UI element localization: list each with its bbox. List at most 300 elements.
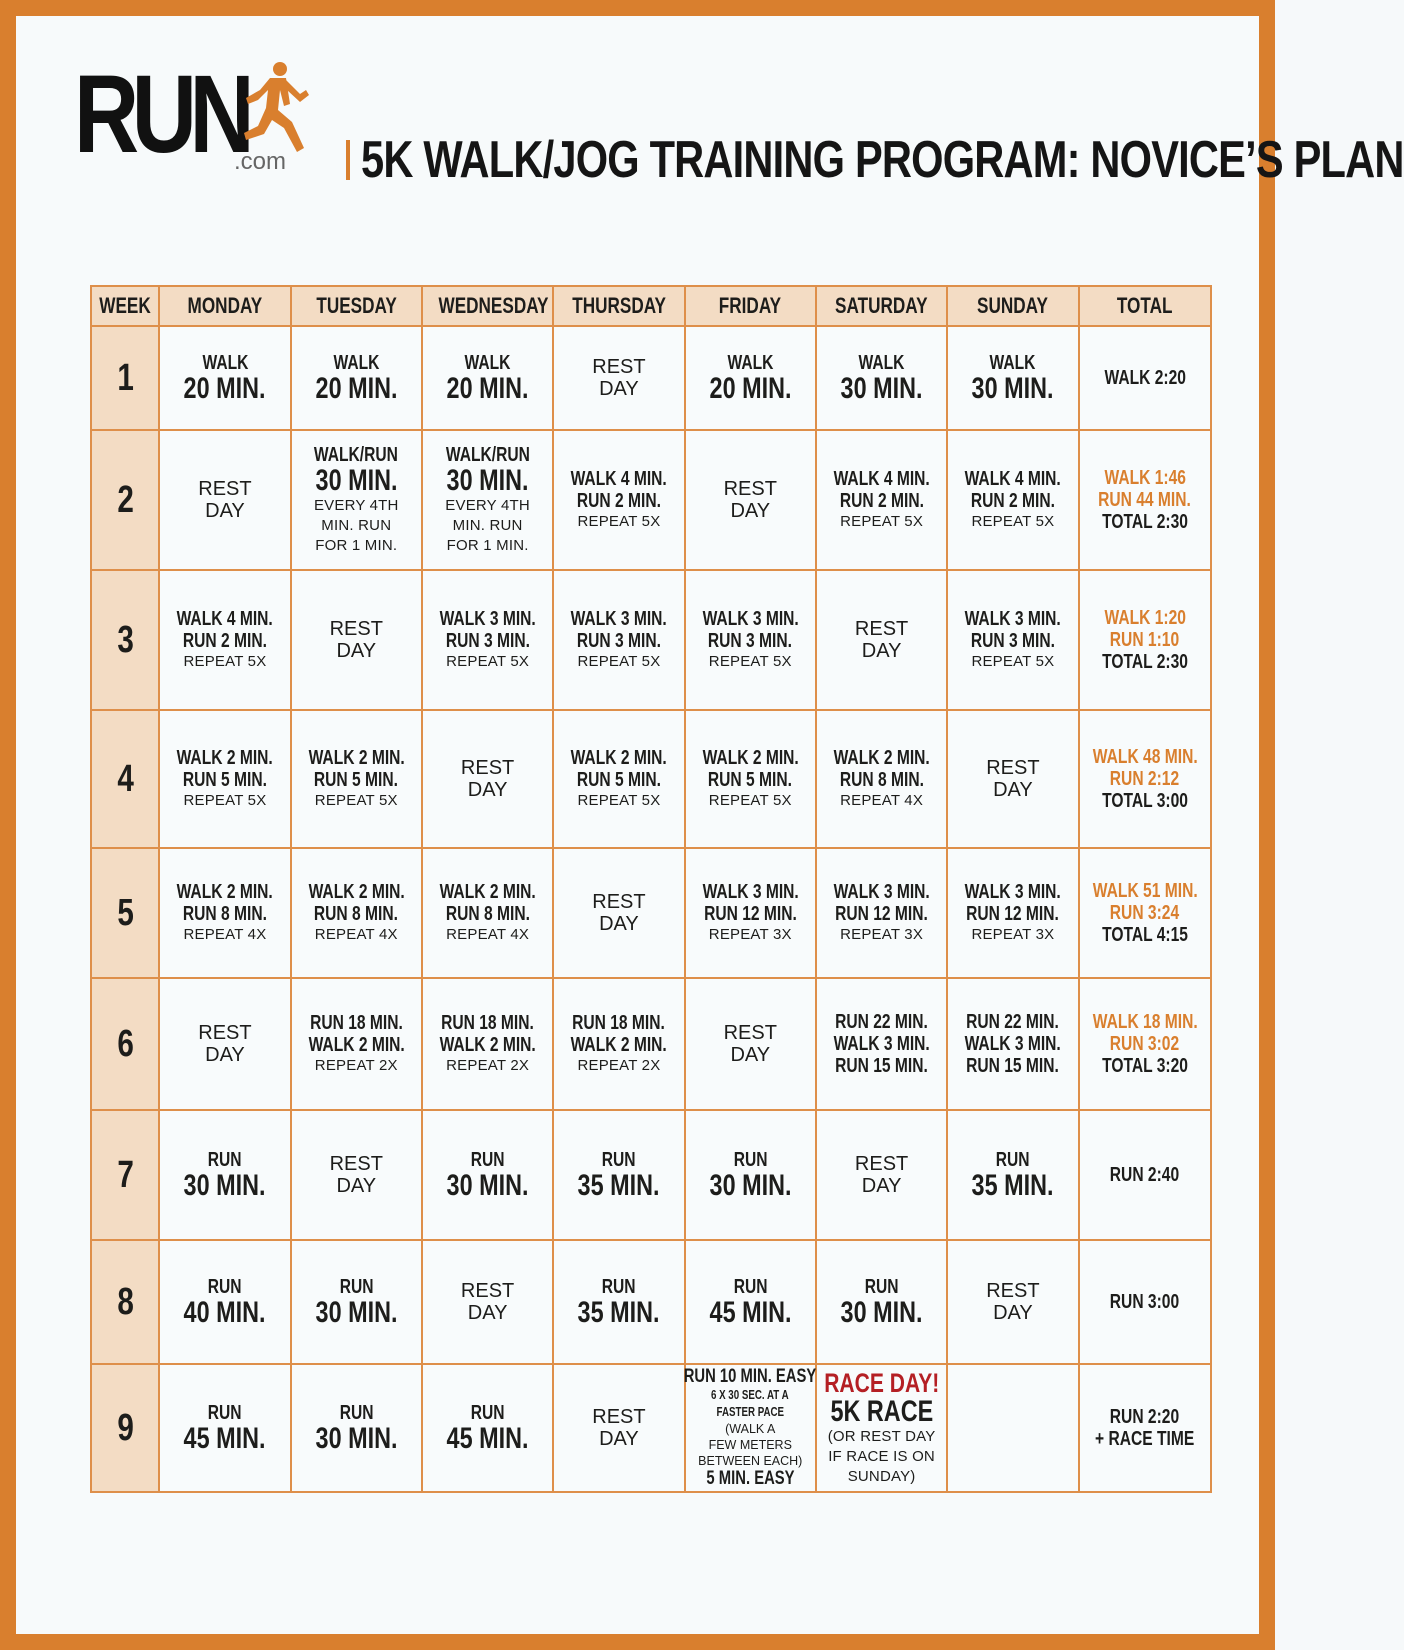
workout-line: REST bbox=[460, 757, 515, 779]
workout-line: WALK 4 MIN. bbox=[964, 468, 1062, 490]
day-cell bbox=[816, 978, 947, 1110]
day-cell bbox=[553, 978, 684, 1110]
workout-line: 45 MIN. bbox=[709, 1296, 792, 1329]
day-cell bbox=[422, 326, 553, 430]
total-cell bbox=[1079, 1240, 1211, 1364]
week-number: 8 bbox=[116, 1280, 134, 1323]
day-cell bbox=[291, 978, 422, 1110]
workout-line: REPEAT 4X bbox=[840, 792, 924, 809]
workout-line: WALK 2 MIN. bbox=[570, 1034, 668, 1056]
workout-line: RUN 18 MIN. bbox=[572, 1012, 666, 1034]
workout-line: RUN 15 MIN. bbox=[966, 1055, 1060, 1077]
workout-line: REST bbox=[723, 478, 777, 500]
day-cell bbox=[816, 326, 947, 430]
workout-line: RUN 12 MIN. bbox=[966, 903, 1060, 925]
workout-line: REST bbox=[854, 618, 909, 640]
workout-line: 20 MIN. bbox=[183, 372, 266, 405]
table-row bbox=[91, 430, 1211, 570]
day-content bbox=[423, 757, 552, 801]
page-title: 5K WALK/JOG TRAINING PROGRAM: NOVICE’S PLAN bbox=[361, 131, 1404, 189]
workout-line: RUN 12 MIN. bbox=[835, 903, 928, 925]
workout-line: RUN bbox=[470, 1402, 505, 1424]
day-cell bbox=[816, 1364, 947, 1492]
workout-line: 6 X 30 SEC. AT A bbox=[711, 1388, 790, 1402]
day-content bbox=[686, 881, 815, 945]
day-cell bbox=[553, 1364, 684, 1492]
workout-line: DAY bbox=[336, 640, 377, 662]
column-header-saturday bbox=[816, 286, 947, 326]
workout-line: MIN. RUN bbox=[452, 517, 523, 534]
workout-line: REPEAT 5X bbox=[577, 792, 661, 809]
workout-line: REST bbox=[460, 1280, 515, 1302]
week-number: 9 bbox=[116, 1406, 134, 1449]
workout-line: WALK 3 MIN. bbox=[964, 1033, 1062, 1055]
workout-line: REST bbox=[854, 1153, 909, 1175]
workout-line: WALK 4 MIN. bbox=[833, 468, 930, 490]
day-content bbox=[554, 891, 683, 935]
workout-line: RUN bbox=[864, 1276, 899, 1298]
day-content bbox=[817, 352, 946, 404]
workout-line: WALK 2 MIN. bbox=[176, 881, 274, 903]
table-row bbox=[91, 710, 1211, 848]
day-content bbox=[292, 444, 421, 556]
total-line: TOTAL 4:15 bbox=[1101, 924, 1188, 946]
day-cell bbox=[816, 848, 947, 978]
workout-line: DAY bbox=[205, 1044, 245, 1066]
day-cell bbox=[291, 1240, 422, 1364]
workout-line: WALK 2 MIN. bbox=[833, 747, 930, 769]
day-cell bbox=[685, 848, 816, 978]
workout-line: WALK bbox=[464, 352, 511, 374]
total-line: TOTAL 3:20 bbox=[1101, 1055, 1188, 1077]
day-content bbox=[160, 881, 289, 945]
week-number-cell bbox=[91, 710, 159, 848]
day-content bbox=[686, 1149, 815, 1201]
day-content bbox=[817, 1276, 946, 1328]
column-header-label: SUNDAY bbox=[977, 293, 1049, 318]
day-cell bbox=[553, 1110, 684, 1240]
week-number: 6 bbox=[116, 1022, 134, 1065]
total-line: RUN 3:00 bbox=[1110, 1291, 1180, 1313]
workout-line: EVERY 4TH bbox=[313, 497, 399, 514]
day-content bbox=[817, 618, 946, 662]
workout-line: WALK 3 MIN. bbox=[570, 608, 668, 630]
column-header-total bbox=[1079, 286, 1211, 326]
day-cell bbox=[816, 1240, 947, 1364]
column-header-label: WEDNESDAY bbox=[438, 293, 549, 318]
day-content bbox=[948, 352, 1077, 404]
workout-line: REPEAT 5X bbox=[577, 513, 661, 530]
total-content bbox=[1080, 746, 1210, 812]
day-cell bbox=[685, 1240, 816, 1364]
column-header-friday bbox=[685, 286, 816, 326]
workout-line: RUN 3 MIN. bbox=[576, 630, 661, 652]
total-cell bbox=[1079, 1364, 1211, 1492]
workout-line: DAY bbox=[599, 1428, 639, 1450]
workout-line: 30 MIN. bbox=[315, 1296, 398, 1329]
workout-line: DAY bbox=[205, 500, 245, 522]
column-header-thursday bbox=[553, 286, 684, 326]
workout-line: DAY bbox=[599, 378, 639, 400]
workout-line: REPEAT 3X bbox=[971, 926, 1055, 943]
column-header-label: FRIDAY bbox=[719, 293, 782, 318]
day-cell bbox=[422, 710, 553, 848]
workout-line: RUN bbox=[208, 1149, 242, 1171]
column-header-monday bbox=[159, 286, 290, 326]
day-content bbox=[948, 608, 1077, 672]
workout-line: FEW METERS bbox=[708, 1438, 792, 1452]
day-content bbox=[292, 1276, 421, 1328]
workout-line: REST bbox=[986, 757, 1040, 779]
workout-line: BETWEEN EACH) bbox=[698, 1454, 803, 1468]
workout-line: FOR 1 MIN. bbox=[446, 537, 529, 554]
workout-line: 30 MIN. bbox=[183, 1169, 266, 1202]
column-header-week bbox=[91, 286, 159, 326]
workout-line: 40 MIN. bbox=[183, 1296, 266, 1329]
week-number-cell bbox=[91, 326, 159, 430]
day-cell bbox=[685, 1110, 816, 1240]
workout-line: 35 MIN. bbox=[577, 1296, 660, 1329]
day-cell bbox=[159, 710, 290, 848]
day-cell bbox=[685, 978, 816, 1110]
workout-line: 30 MIN. bbox=[446, 464, 529, 497]
day-cell bbox=[422, 1364, 553, 1492]
day-content bbox=[554, 356, 683, 400]
workout-line: RUN 2 MIN. bbox=[839, 490, 924, 512]
workout-line: WALK 2 MIN. bbox=[702, 747, 799, 769]
day-content bbox=[554, 1406, 683, 1450]
day-cell bbox=[553, 1240, 684, 1364]
workout-line: WALK 3 MIN. bbox=[702, 881, 799, 903]
day-cell bbox=[422, 978, 553, 1110]
workout-line: WALK 2 MIN. bbox=[308, 747, 405, 769]
day-cell bbox=[159, 848, 290, 978]
workout-line: WALK bbox=[201, 352, 248, 374]
day-content bbox=[292, 747, 421, 811]
workout-line: REST bbox=[986, 1280, 1040, 1302]
day-cell bbox=[947, 1240, 1078, 1364]
day-cell bbox=[291, 326, 422, 430]
workout-line: WALK/RUN bbox=[314, 444, 399, 466]
workout-line: REPEAT 5X bbox=[708, 792, 792, 809]
workout-line: MIN. RUN bbox=[321, 517, 392, 534]
column-header-label: TOTAL bbox=[1116, 293, 1173, 318]
workout-line: REPEAT 2X bbox=[446, 1057, 530, 1074]
day-content bbox=[292, 881, 421, 945]
day-content bbox=[423, 1012, 552, 1076]
workout-line: REPEAT 3X bbox=[840, 926, 924, 943]
workout-line: 20 MIN. bbox=[315, 372, 398, 405]
table-row bbox=[91, 978, 1211, 1110]
workout-line: RUN bbox=[733, 1276, 768, 1298]
week-number-cell bbox=[91, 1110, 159, 1240]
workout-line: RUN 8 MIN. bbox=[314, 903, 399, 925]
workout-line: REPEAT 5X bbox=[446, 653, 530, 670]
logo-dotcom: .com bbox=[234, 148, 287, 175]
table-row bbox=[91, 1110, 1211, 1240]
workout-line: 5 MIN. EASY bbox=[706, 1468, 795, 1489]
day-cell bbox=[947, 430, 1078, 570]
total-line: WALK 1:20 bbox=[1104, 607, 1186, 629]
workout-line: REPEAT 5X bbox=[183, 792, 267, 809]
day-content bbox=[817, 468, 946, 532]
total-line: TOTAL 2:30 bbox=[1101, 511, 1188, 533]
workout-line: (OR REST DAY bbox=[827, 1428, 936, 1445]
workout-line: REPEAT 5X bbox=[183, 653, 267, 670]
workout-line: WALK 2 MIN. bbox=[439, 1034, 536, 1056]
workout-line: 30 MIN. bbox=[709, 1169, 792, 1202]
workout-line: WALK 3 MIN. bbox=[833, 1033, 930, 1055]
day-cell bbox=[816, 570, 947, 710]
workout-line: WALK 2 MIN. bbox=[308, 1034, 405, 1056]
workout-line: RUN bbox=[470, 1149, 505, 1171]
day-cell bbox=[947, 848, 1078, 978]
total-line: RUN 44 MIN. bbox=[1098, 489, 1192, 511]
workout-line: 30 MIN. bbox=[315, 1422, 398, 1455]
total-line: WALK 1:46 bbox=[1104, 467, 1186, 489]
workout-line: RUN bbox=[602, 1149, 636, 1171]
workout-line: REPEAT 4X bbox=[446, 926, 530, 943]
workout-line: RUN bbox=[602, 1276, 636, 1298]
day-cell bbox=[553, 848, 684, 978]
day-content bbox=[160, 608, 289, 672]
day-cell bbox=[816, 430, 947, 570]
workout-line: 30 MIN. bbox=[840, 372, 923, 405]
day-cell bbox=[422, 1110, 553, 1240]
workout-line: REPEAT 3X bbox=[708, 926, 792, 943]
workout-line: RUN bbox=[996, 1149, 1030, 1171]
workout-line: WALK 3 MIN. bbox=[964, 881, 1062, 903]
day-cell bbox=[159, 570, 290, 710]
workout-line: 35 MIN. bbox=[971, 1169, 1054, 1202]
workout-line: EVERY 4TH bbox=[445, 497, 530, 514]
table-row bbox=[91, 848, 1211, 978]
total-content bbox=[1080, 1011, 1210, 1077]
workout-line: WALK bbox=[858, 352, 905, 374]
day-cell bbox=[947, 1110, 1078, 1240]
day-content bbox=[554, 468, 683, 532]
day-content bbox=[554, 1276, 683, 1328]
day-cell bbox=[159, 1364, 290, 1492]
total-line: RUN 3:24 bbox=[1110, 902, 1180, 924]
total-content bbox=[1080, 1291, 1210, 1313]
workout-line: REPEAT 5X bbox=[708, 653, 792, 670]
total-line: RUN 1:10 bbox=[1110, 629, 1180, 651]
workout-line: WALK/RUN bbox=[445, 444, 530, 466]
day-cell bbox=[422, 848, 553, 978]
day-content bbox=[423, 608, 552, 672]
day-cell bbox=[422, 570, 553, 710]
day-cell bbox=[159, 430, 290, 570]
table-row bbox=[91, 326, 1211, 430]
workout-line: REPEAT 5X bbox=[971, 513, 1055, 530]
week-number: 3 bbox=[116, 618, 134, 661]
total-cell bbox=[1079, 430, 1211, 570]
day-cell bbox=[422, 1240, 553, 1364]
day-cell bbox=[553, 430, 684, 570]
total-line: RUN 2:12 bbox=[1110, 768, 1180, 790]
logo-wordmark: RUN bbox=[74, 53, 248, 176]
workout-line: DAY bbox=[467, 1302, 508, 1324]
total-line: RUN 2:20 bbox=[1110, 1406, 1180, 1428]
workout-line: (WALK A bbox=[725, 1422, 776, 1436]
day-content bbox=[948, 1280, 1077, 1324]
day-content bbox=[817, 1369, 946, 1487]
day-cell bbox=[553, 326, 684, 430]
day-content bbox=[686, 1022, 815, 1066]
day-cell bbox=[553, 570, 684, 710]
total-line: WALK 51 MIN. bbox=[1092, 880, 1198, 902]
day-content bbox=[948, 881, 1077, 945]
workout-line: REPEAT 2X bbox=[314, 1057, 398, 1074]
day-content bbox=[160, 747, 289, 811]
day-content bbox=[423, 352, 552, 404]
total-cell bbox=[1079, 848, 1211, 978]
workout-line: 30 MIN. bbox=[446, 1169, 529, 1202]
workout-line: 30 MIN. bbox=[315, 464, 398, 497]
column-header-sunday bbox=[947, 286, 1078, 326]
column-header-tuesday bbox=[291, 286, 422, 326]
workout-line: 45 MIN. bbox=[446, 1422, 529, 1455]
workout-line: RUN 15 MIN. bbox=[835, 1055, 928, 1077]
day-cell bbox=[291, 1364, 422, 1492]
day-content bbox=[686, 352, 815, 404]
week-number-cell bbox=[91, 1364, 159, 1492]
day-content bbox=[554, 1012, 683, 1076]
total-line: RUN 2:40 bbox=[1110, 1164, 1180, 1186]
workout-line: RUN bbox=[208, 1276, 242, 1298]
day-content bbox=[292, 352, 421, 404]
workout-line: REPEAT 2X bbox=[577, 1057, 661, 1074]
day-cell bbox=[947, 570, 1078, 710]
total-content bbox=[1080, 467, 1210, 533]
day-content bbox=[948, 468, 1077, 532]
workout-line: 20 MIN. bbox=[709, 372, 792, 405]
week-number: 1 bbox=[116, 356, 134, 399]
day-cell bbox=[685, 430, 816, 570]
workout-line: REST bbox=[198, 1022, 252, 1044]
week-number: 7 bbox=[116, 1153, 134, 1196]
column-header-label: SATURDAY bbox=[835, 293, 928, 318]
day-content bbox=[160, 352, 289, 404]
workout-line: REPEAT 5X bbox=[840, 513, 924, 530]
table-row bbox=[91, 570, 1211, 710]
day-content bbox=[686, 478, 815, 522]
workout-line: RUN 3 MIN. bbox=[445, 630, 530, 652]
day-cell bbox=[159, 1240, 290, 1364]
workout-line: WALK 3 MIN. bbox=[964, 608, 1062, 630]
workout-line: DAY bbox=[336, 1175, 377, 1197]
day-cell bbox=[291, 1110, 422, 1240]
workout-line: 30 MIN. bbox=[971, 372, 1054, 405]
day-cell bbox=[685, 326, 816, 430]
day-content bbox=[554, 747, 683, 811]
column-header-wednesday bbox=[422, 286, 553, 326]
workout-line: DAY bbox=[599, 913, 639, 935]
day-cell bbox=[947, 978, 1078, 1110]
workout-line: WALK bbox=[727, 352, 774, 374]
day-content bbox=[817, 747, 946, 811]
total-line: + RACE TIME bbox=[1095, 1428, 1195, 1450]
workout-line: 35 MIN. bbox=[577, 1169, 660, 1202]
workout-line: RUN 3 MIN. bbox=[970, 630, 1055, 652]
week-number-cell bbox=[91, 570, 159, 710]
workout-line: 20 MIN. bbox=[446, 372, 529, 405]
workout-line: RUN 22 MIN. bbox=[835, 1011, 928, 1033]
total-content bbox=[1080, 1406, 1210, 1450]
workout-line: RUN 18 MIN. bbox=[441, 1012, 534, 1034]
total-cell bbox=[1079, 326, 1211, 430]
workout-line: RUN 5 MIN. bbox=[182, 769, 267, 791]
day-content bbox=[423, 1402, 552, 1454]
day-content bbox=[817, 1011, 946, 1077]
workout-line: RUN 8 MIN. bbox=[839, 769, 924, 791]
workout-line: RUN 5 MIN. bbox=[708, 769, 793, 791]
day-content bbox=[686, 608, 815, 672]
week-number: 4 bbox=[116, 757, 134, 800]
day-cell bbox=[291, 430, 422, 570]
day-content bbox=[160, 1149, 289, 1201]
workout-line: RUN 8 MIN. bbox=[182, 903, 267, 925]
day-content bbox=[817, 881, 946, 945]
workout-line: RUN 8 MIN. bbox=[445, 903, 530, 925]
workout-line: SUNDAY) bbox=[847, 1468, 916, 1485]
workout-line: REST bbox=[592, 1406, 646, 1428]
workout-line: RUN 3 MIN. bbox=[708, 630, 793, 652]
workout-line: REST bbox=[592, 356, 646, 378]
day-content bbox=[686, 1276, 815, 1328]
day-content bbox=[554, 608, 683, 672]
day-content bbox=[948, 757, 1077, 801]
training-table bbox=[90, 285, 1212, 1493]
workout-line: RUN 2 MIN. bbox=[182, 630, 267, 652]
total-line: TOTAL 3:00 bbox=[1101, 790, 1188, 812]
day-cell bbox=[159, 1110, 290, 1240]
day-cell bbox=[159, 978, 290, 1110]
day-cell bbox=[816, 1110, 947, 1240]
workout-line: REPEAT 4X bbox=[183, 926, 267, 943]
day-content bbox=[554, 1149, 683, 1201]
workout-line: DAY bbox=[730, 500, 771, 522]
day-content bbox=[817, 1153, 946, 1197]
total-line: RUN 3:02 bbox=[1110, 1033, 1180, 1055]
workout-line: REST bbox=[723, 1022, 777, 1044]
total-cell bbox=[1079, 1110, 1211, 1240]
workout-line: IF RACE IS ON bbox=[828, 1448, 935, 1465]
workout-line: WALK 2 MIN. bbox=[570, 747, 668, 769]
runner-icon bbox=[234, 60, 316, 156]
day-cell bbox=[947, 326, 1078, 430]
day-cell bbox=[159, 326, 290, 430]
total-cell bbox=[1079, 710, 1211, 848]
column-header-label: THURSDAY bbox=[572, 293, 666, 318]
total-line: WALK 18 MIN. bbox=[1092, 1011, 1198, 1033]
total-line: WALK 48 MIN. bbox=[1092, 746, 1198, 768]
day-content bbox=[160, 478, 289, 522]
day-content bbox=[423, 1280, 552, 1324]
workout-line: WALK 4 MIN. bbox=[570, 468, 668, 490]
title-divider bbox=[346, 140, 350, 180]
day-cell bbox=[422, 430, 553, 570]
workout-line: WALK 4 MIN. bbox=[176, 608, 274, 630]
day-cell bbox=[685, 570, 816, 710]
column-header-label: WEEK bbox=[99, 293, 151, 318]
workout-line: RUN bbox=[339, 1276, 374, 1298]
week-number-cell bbox=[91, 978, 159, 1110]
day-cell bbox=[947, 710, 1078, 848]
run-com-logo bbox=[74, 53, 314, 186]
day-content bbox=[292, 1402, 421, 1454]
